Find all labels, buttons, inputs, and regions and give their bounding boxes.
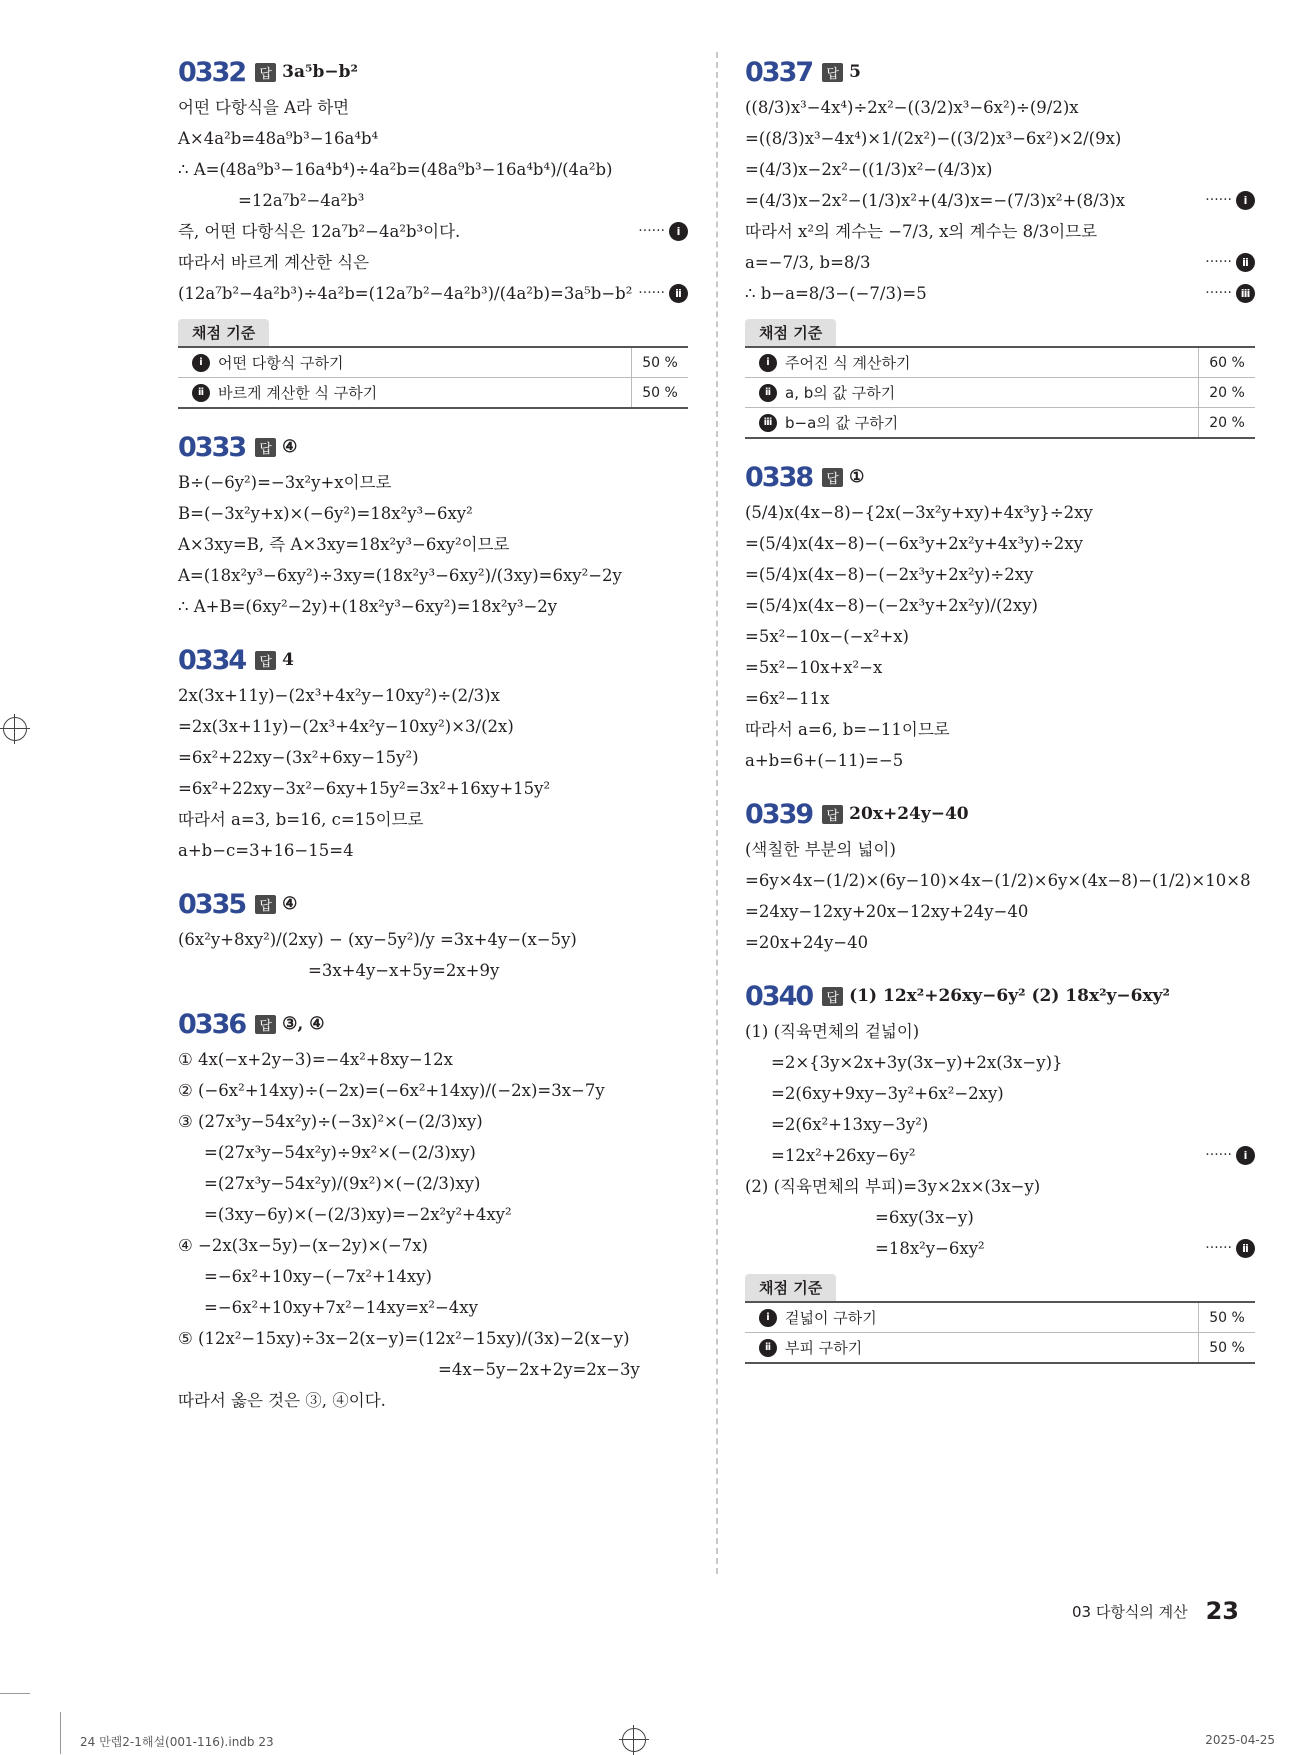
solution-line — [745, 590, 1255, 621]
answer-badge-icon: 답 — [822, 63, 843, 82]
problem-0334 — [178, 640, 688, 866]
solution-line — [745, 683, 1255, 714]
solution-text: B÷(−6y²)=−3x²y+x이므로 — [178, 473, 392, 492]
solution-text: =18x²y−6xy² — [875, 1239, 985, 1258]
marker-dots: ······ — [638, 285, 665, 301]
solution-line — [178, 680, 688, 711]
solution-text: A×3xy=B, 즉 A×3xy=18x²y³−6xy²이므로 — [178, 535, 510, 554]
solution-line — [178, 278, 688, 309]
marker-dots: ······ — [638, 223, 665, 239]
solution-text: ⑤ (12x²−15xy)÷3x−2(x−y)=(12x²−15xy)/(3x)−2(x−y) — [178, 1329, 630, 1348]
solution-line — [745, 154, 1255, 185]
crop-mark — [0, 1693, 30, 1694]
step-marker — [1205, 247, 1255, 278]
solution-line — [178, 1230, 688, 1261]
step-number-icon: ⅲ — [759, 414, 777, 432]
solution-text: =2×{3y×2x+3y(3x−y)+2x(3x−y)} — [771, 1053, 1063, 1072]
solution-text: 따라서 a=3, b=16, c=15이므로 — [178, 810, 424, 829]
solution-text: 어떤 다항식을 A라 하면 — [178, 98, 350, 117]
criterion — [178, 382, 631, 403]
solution-text: 2x(3x+11y)−(2x³+4x²y−10xy²)÷(2/3)x — [178, 686, 500, 705]
solution-text: =6x²+22xy−3x²−6xy+15y²=3x²+16xy+15y² — [178, 779, 551, 798]
problem-number: 0339 — [745, 798, 813, 830]
solution-text: =24xy−12xy+20x−12xy+24y−40 — [745, 902, 1029, 921]
table-row — [745, 348, 1255, 378]
solution-text: =6x²+22xy−(3x²+6xy−15y²) — [178, 748, 419, 767]
crop-mark — [60, 1712, 61, 1754]
step-number-icon: ⅱ — [192, 384, 210, 402]
criterion — [745, 1337, 1198, 1358]
criterion-percent: 60 % — [1198, 348, 1255, 377]
left-column — [178, 52, 688, 1434]
grading-criteria — [178, 319, 688, 409]
solution-text: (2) (직육면체의 부피)=3y×2x×(3x−y) — [745, 1177, 1041, 1196]
answer-badge-icon: 답 — [822, 987, 843, 1006]
criterion-percent: 20 % — [1198, 378, 1255, 407]
solution-line — [178, 711, 688, 742]
solution-line — [178, 773, 688, 804]
solution-text: (색칠한 부분의 넓이) — [745, 840, 896, 859]
registration-mark-icon — [622, 1728, 646, 1752]
step-number-icon: ⅱ — [669, 284, 688, 303]
answer-value: ④ — [282, 894, 298, 914]
solution-text: =2x(3x+11y)−(2x³+4x²y−10xy²)×3/(2x) — [178, 717, 514, 736]
solution-text: =−6x²+10xy−(−7x²+14xy) — [204, 1267, 432, 1286]
criterion-text: 주어진 식 계산하기 — [785, 354, 911, 372]
answer-value: ① — [849, 467, 865, 487]
step-marker — [1205, 1140, 1255, 1171]
solution-line — [178, 1292, 688, 1323]
solution-line — [178, 123, 688, 154]
step-number-icon: ⅰ — [759, 1309, 777, 1327]
solution-text: 따라서 a=6, b=−11이므로 — [745, 720, 950, 739]
problem-0332 — [178, 52, 688, 409]
solution-line — [178, 591, 688, 622]
solution-line — [745, 1140, 1255, 1171]
solution-text: =(3xy−6y)×(−(2/3)xy)=−2x²y²+4xy² — [204, 1205, 512, 1224]
solution-text: =2(6x²+13xy−3y²) — [771, 1115, 929, 1134]
solution-line — [178, 154, 688, 185]
criterion — [745, 412, 1198, 433]
step-number-icon: ⅱ — [759, 1339, 777, 1357]
solution-line — [178, 1075, 688, 1106]
problem-number: 0332 — [178, 56, 246, 88]
solution-text: ∴ A=(48a⁹b³−16a⁴b⁴)÷4a²b=(48a⁹b³−16a⁴b⁴)/(4a²b) — [178, 160, 613, 179]
section-title: 03 다항식의 계산 — [1072, 1602, 1188, 1621]
problem-number: 0338 — [745, 461, 813, 493]
solution-text: 따라서 바르게 계산한 식은 — [178, 253, 370, 272]
step-marker — [1205, 1233, 1255, 1264]
solution-text: =(5/4)x(4x−8)−(−2x³y+2x²y)÷2xy — [745, 565, 1034, 584]
solution-text: ∴ A+B=(6xy²−2y)+(18x²y³−6xy²)=18x²y³−2y — [178, 597, 558, 616]
criterion — [178, 352, 631, 373]
solution-line — [178, 1044, 688, 1075]
table-row — [745, 378, 1255, 408]
solution-line — [745, 1047, 1255, 1078]
step-marker — [1205, 185, 1255, 216]
registration-mark-icon — [3, 717, 27, 741]
solution-line — [178, 498, 688, 529]
problem-header — [178, 427, 688, 467]
problem-0337 — [745, 52, 1255, 439]
grading-header: 채점 기준 — [178, 319, 269, 346]
solution-text: (12a⁷b²−4a²b³)÷4a²b=(12a⁷b²−4a²b³)/(4a²b)=3a⁵b−b² — [178, 284, 633, 303]
criterion — [745, 1307, 1198, 1328]
problem-number: 0333 — [178, 431, 246, 463]
solution-text: A×4a²b=48a⁹b³−16a⁴b⁴ — [178, 129, 379, 148]
solution-line — [178, 185, 688, 216]
solution-line — [178, 560, 688, 591]
solution-line — [745, 1202, 1255, 1233]
page-footer — [1072, 1597, 1239, 1625]
solution-line — [745, 865, 1255, 896]
marker-dots: ······ — [1205, 254, 1232, 270]
solution-text: a=−7/3, b=8/3 — [745, 253, 871, 272]
table-row — [178, 348, 688, 378]
solution-line — [178, 92, 688, 123]
marker-dots: ······ — [1205, 1240, 1232, 1256]
grading-header: 채점 기준 — [745, 1274, 836, 1301]
solution-line — [178, 1199, 688, 1230]
step-number-icon: ⅱ — [759, 384, 777, 402]
solution-text: =6xy(3x−y) — [875, 1208, 974, 1227]
criterion-text: 겉넓이 구하기 — [785, 1309, 877, 1327]
solution-text: 따라서 x²의 계수는 −7/3, x의 계수는 8/3이므로 — [745, 222, 1098, 241]
criterion-text: 바르게 계산한 식 구하기 — [218, 384, 378, 402]
problem-header — [745, 976, 1255, 1016]
solution-text: a+b=6+(−11)=−5 — [745, 751, 904, 770]
solution-line — [745, 559, 1255, 590]
solution-line — [178, 1137, 688, 1168]
problem-header — [745, 52, 1255, 92]
problem-0335 — [178, 884, 688, 986]
solution-line — [745, 1233, 1255, 1264]
criterion-percent: 50 % — [631, 378, 688, 407]
solution-text: ∴ b−a=8/3−(−7/3)=5 — [745, 284, 927, 303]
criterion-text: b−a의 값 구하기 — [785, 414, 899, 432]
solution-line — [178, 804, 688, 835]
solution-line — [745, 185, 1255, 216]
solution-line — [178, 1261, 688, 1292]
criterion-percent: 50 % — [631, 348, 688, 377]
solution-line — [745, 652, 1255, 683]
solution-line — [178, 467, 688, 498]
problem-0333 — [178, 427, 688, 622]
solution-line — [178, 216, 688, 247]
answer-badge-icon: 답 — [822, 468, 843, 487]
answer-value: 20x+24y−40 — [849, 804, 969, 824]
step-marker — [1205, 278, 1255, 309]
step-number-icon: ⅰ — [1236, 191, 1255, 210]
grading-header: 채점 기준 — [745, 319, 836, 346]
answer-value: 5 — [849, 62, 861, 82]
criterion — [745, 352, 1198, 373]
step-number-icon: ⅱ — [1236, 1239, 1255, 1258]
solution-line — [178, 1385, 688, 1416]
solution-line — [178, 835, 688, 866]
solution-line — [178, 247, 688, 278]
solution-text: =(4/3)x−2x²−((1/3)x²−(4/3)x) — [745, 160, 993, 179]
solution-text: =12a⁷b²−4a²b³ — [238, 191, 365, 210]
solution-line — [745, 528, 1255, 559]
problem-header — [178, 52, 688, 92]
answer-value: 3a⁵b−b² — [282, 62, 358, 82]
solution-text: 즉, 어떤 다항식은 12a⁷b²−4a²b³이다. — [178, 222, 461, 241]
solution-line — [745, 834, 1255, 865]
solution-line — [745, 1171, 1255, 1202]
criterion-text: a, b의 값 구하기 — [785, 384, 896, 402]
step-number-icon: ⅱ — [1236, 253, 1255, 272]
solution-line — [745, 896, 1255, 927]
problem-number: 0336 — [178, 1008, 246, 1040]
solution-text: =6x²−11x — [745, 689, 830, 708]
answer-value: 4 — [282, 650, 294, 670]
solution-line — [745, 621, 1255, 652]
criterion-text: 어떤 다항식 구하기 — [218, 354, 344, 372]
solution-line — [178, 955, 688, 986]
solution-line — [178, 1323, 688, 1354]
solution-text: ((8/3)x³−4x⁴)÷2x²−((3/2)x³−6x²)÷(9/2)x — [745, 98, 1079, 117]
problem-0336 — [178, 1004, 688, 1416]
solution-text: =6y×4x−(1/2)×(6y−10)×4x−(1/2)×6y×(4x−8)−(1/2)×10×8 — [745, 871, 1251, 890]
answer-value: (1) 12x²+26xy−6y² (2) 18x²y−6xy² — [849, 986, 1170, 1006]
problem-0340 — [745, 976, 1255, 1364]
solution-text: 따라서 옳은 것은 ③, ④이다. — [178, 1391, 386, 1410]
solution-text: ① 4x(−x+2y−3)=−4x²+8xy−12x — [178, 1050, 453, 1069]
solution-line — [178, 1354, 688, 1385]
solution-text: (1) (직육면체의 겉넓이) — [745, 1022, 920, 1041]
step-number-icon: ⅲ — [1236, 284, 1255, 303]
solution-text: =(5/4)x(4x−8)−(−6x³y+2x²y+4x³y)÷2xy — [745, 534, 1083, 553]
answer-badge-icon: 답 — [255, 1015, 276, 1034]
solution-text: =2(6xy+9xy−3y²+6x²−2xy) — [771, 1084, 1004, 1103]
problem-0339 — [745, 794, 1255, 958]
solution-line — [745, 247, 1255, 278]
answer-badge-icon: 답 — [822, 805, 843, 824]
solution-line — [178, 924, 688, 955]
answer-value: ④ — [282, 437, 298, 457]
step-number-icon: ⅰ — [669, 222, 688, 241]
solution-line — [178, 1106, 688, 1137]
print-date: 2025-04-25 — [1205, 1733, 1275, 1747]
step-marker — [638, 216, 688, 247]
step-number-icon: ⅰ — [1236, 1146, 1255, 1165]
solution-text: (6x²y+8xy²)/(2xy) − (xy−5y²)/y =3x+4y−(x−5y) — [178, 930, 577, 949]
answer-badge-icon: 답 — [255, 63, 276, 82]
right-column — [745, 52, 1255, 1382]
solution-text: =12x²+26xy−6y² — [771, 1146, 916, 1165]
solution-text: A=(18x²y³−6xy²)÷3xy=(18x²y³−6xy²)/(3xy)=6xy²−2y — [178, 566, 622, 585]
grading-table — [745, 346, 1255, 439]
problem-number: 0334 — [178, 644, 246, 676]
problem-header — [178, 884, 688, 924]
table-row — [745, 408, 1255, 437]
problem-number: 0337 — [745, 56, 813, 88]
solution-text: =−6x²+10xy+7x²−14xy=x²−4xy — [204, 1298, 478, 1317]
marker-dots: ······ — [1205, 285, 1232, 301]
table-row — [745, 1303, 1255, 1333]
answer-badge-icon: 답 — [255, 438, 276, 457]
problem-number: 0335 — [178, 888, 246, 920]
solution-text: ③ (27x³y−54x²y)÷(−3x)²×(−(2/3)xy) — [178, 1112, 483, 1131]
solution-text: (5/4)x(4x−8)−{2x(−3x²y+xy)+4x³y}÷2xy — [745, 503, 1093, 522]
problem-0338 — [745, 457, 1255, 776]
solution-text: ④ −2x(3x−5y)−(x−2y)×(−7x) — [178, 1236, 428, 1255]
solution-text: B=(−3x²y+x)×(−6y²)=18x²y³−6xy² — [178, 504, 473, 523]
problem-header — [178, 640, 688, 680]
criterion-percent: 50 % — [1198, 1303, 1255, 1332]
problem-header — [745, 457, 1255, 497]
solution-line — [745, 745, 1255, 776]
solution-line — [745, 216, 1255, 247]
print-file-info: 24 만렙2-1해설(001-116).indb 23 — [80, 1735, 274, 1749]
column-divider — [716, 52, 718, 1574]
solution-line — [745, 927, 1255, 958]
solution-line — [745, 123, 1255, 154]
criterion-percent: 20 % — [1198, 408, 1255, 437]
page-number: 23 — [1205, 1597, 1239, 1625]
step-number-icon: ⅰ — [759, 354, 777, 372]
table-row — [745, 1333, 1255, 1362]
solution-text: a+b−c=3+16−15=4 — [178, 841, 354, 860]
problem-header — [745, 794, 1255, 834]
grading-table — [745, 1301, 1255, 1364]
solution-text: =4x−5y−2x+2y=2x−3y — [438, 1360, 640, 1379]
criterion — [745, 382, 1198, 403]
solution-text: =(4/3)x−2x²−(1/3)x²+(4/3)x=−(7/3)x²+(8/3)x — [745, 191, 1126, 210]
solution-line — [745, 1078, 1255, 1109]
solution-text: =5x²−10x−(−x²+x) — [745, 627, 909, 646]
solution-text: =20x+24y−40 — [745, 933, 869, 952]
step-number-icon: ⅰ — [192, 354, 210, 372]
problem-number: 0340 — [745, 980, 813, 1012]
solution-line — [745, 92, 1255, 123]
solution-text: =(27x³y−54x²y)÷9x²×(−(2/3)xy) — [204, 1143, 476, 1162]
solution-line — [745, 1109, 1255, 1140]
step-marker — [638, 278, 688, 309]
solution-line — [178, 529, 688, 560]
problem-header — [178, 1004, 688, 1044]
solution-text: =((8/3)x³−4x⁴)×1/(2x²)−((3/2)x³−6x²)×2/(9x) — [745, 129, 1122, 148]
solution-text: =5x²−10x+x²−x — [745, 658, 883, 677]
solution-line — [745, 714, 1255, 745]
criterion-text: 부피 구하기 — [785, 1339, 863, 1357]
solution-text: =3x+4y−x+5y=2x+9y — [308, 961, 500, 980]
answer-badge-icon: 답 — [255, 895, 276, 914]
solution-line — [178, 742, 688, 773]
solution-text: =(5/4)x(4x−8)−(−2x³y+2x²y)/(2xy) — [745, 596, 1038, 615]
marker-dots: ······ — [1205, 192, 1232, 208]
grading-criteria — [745, 319, 1255, 439]
answer-badge-icon: 답 — [255, 651, 276, 670]
solution-line — [745, 278, 1255, 309]
solution-text: =(27x³y−54x²y)/(9x²)×(−(2/3)xy) — [204, 1174, 481, 1193]
solution-line — [178, 1168, 688, 1199]
grading-table — [178, 346, 688, 409]
table-row — [178, 378, 688, 407]
answer-value: ③, ④ — [282, 1014, 325, 1034]
criterion-percent: 50 % — [1198, 1333, 1255, 1362]
solution-line — [745, 497, 1255, 528]
grading-criteria — [745, 1274, 1255, 1364]
solution-text: ② (−6x²+14xy)÷(−2x)=(−6x²+14xy)/(−2x)=3x−7y — [178, 1081, 605, 1100]
marker-dots: ······ — [1205, 1147, 1232, 1163]
solution-line — [745, 1016, 1255, 1047]
